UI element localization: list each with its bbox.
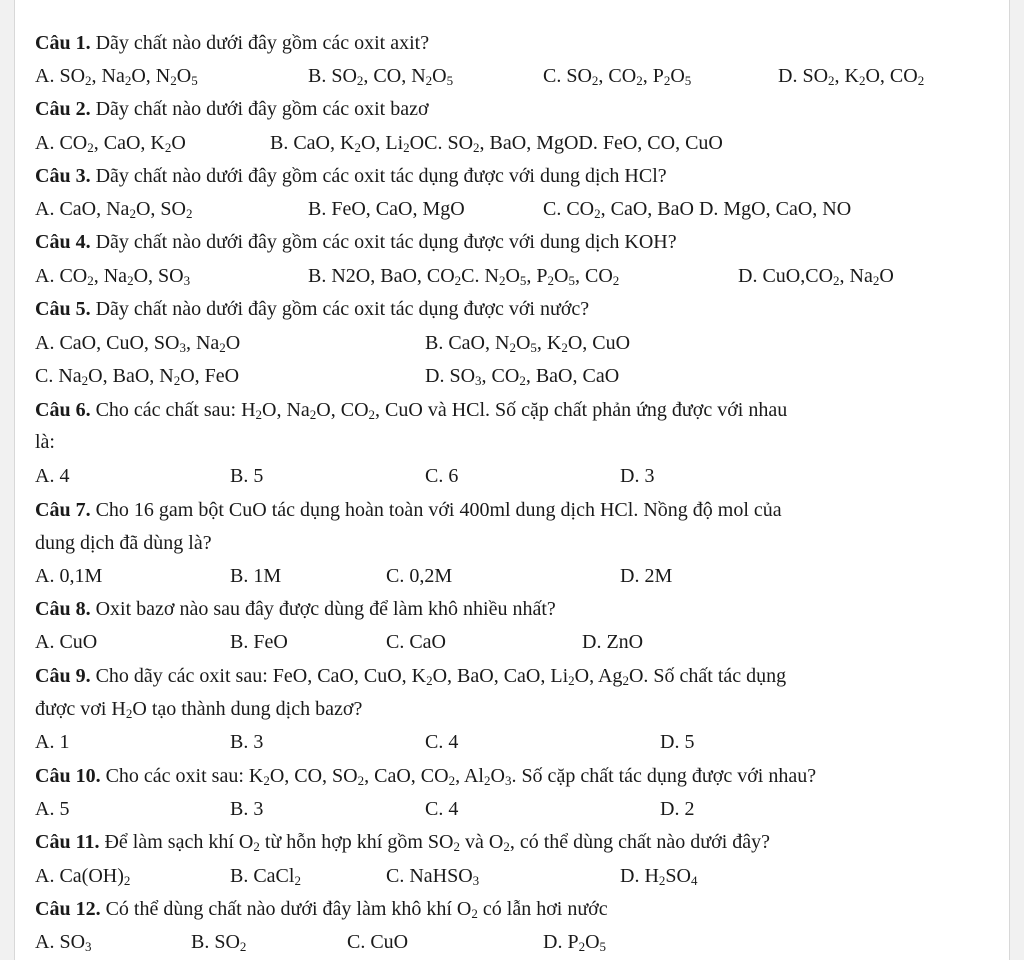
option-6b: B. 5 xyxy=(230,465,264,487)
question-7-continued: dung dịch đã dùng là? xyxy=(35,532,212,554)
option-1a: A. $SO_2$, $Na_2O$, $N_2O_5$ xyxy=(35,65,198,88)
question-text: Dãy chất nào dưới đây gồm các oxit bazơ xyxy=(95,98,429,120)
option-12d: D. $P_2O_5$ xyxy=(543,931,607,954)
question-label: Câu 5. xyxy=(35,298,91,320)
option-11a: A. $Ca(OH)_2$ xyxy=(35,865,131,888)
option-6c: C. 6 xyxy=(425,465,459,487)
option-9b: B. 3 xyxy=(230,731,264,753)
option-7a: A. 0,1M xyxy=(35,565,103,587)
question-label: Câu 1. xyxy=(35,32,91,54)
option-4b: B. N2O, BaO, $CO_2C$. $N_2O_5$, $P_2O_5$, $CO_2$ xyxy=(308,265,620,288)
question-text: Dãy chất nào dưới đây gồm các oxit tác dụng được với nước? xyxy=(95,298,590,320)
option-12c: C. CuO xyxy=(347,931,409,953)
question-11 xyxy=(35,830,770,854)
question-text: Dãy chất nào dưới đây gồm các oxit tác dụng được với dung dịch HCl? xyxy=(95,165,667,187)
page-edge-left xyxy=(0,0,15,960)
question-label: Câu 2. xyxy=(35,98,91,120)
option-1d: D. $SO_2$, $K_2O$, $CO_2$ xyxy=(778,65,925,88)
option-6d: D. 3 xyxy=(620,465,655,487)
option-9d: D. 5 xyxy=(660,731,695,753)
question-6-continued: là: xyxy=(35,431,55,453)
question-7 xyxy=(35,498,782,522)
option-1b: B. $SO_2$, CO, $N_2O_5$ xyxy=(308,65,454,88)
question-9-continued: được vơi $H_2O$ tạo thành dung dịch bazơ? xyxy=(35,698,363,721)
question-4 xyxy=(35,230,677,254)
option-11b: B. CaCl$_2$ xyxy=(230,865,301,888)
question-label: Câu 12. xyxy=(35,898,101,920)
question-text: Cho 16 gam bột CuO tác dụng hoàn toàn với 400ml dung dịch HCl. Nồng độ mol của xyxy=(95,499,782,521)
option-3c: C. $CO_2$, CaO, BaO D. MgO, CaO, NO xyxy=(543,198,852,221)
question-label: Câu 9. xyxy=(35,665,91,687)
option-7d: D. 2M xyxy=(620,565,673,587)
option-9c: C. 4 xyxy=(425,731,459,753)
question-10 xyxy=(35,764,816,788)
question-6 xyxy=(35,398,787,422)
question-text: Oxit bazơ nào sau đây được dùng để làm khô nhiều nhất? xyxy=(95,598,556,620)
question-text: Để làm sạch khí $O_2$ từ hỗn hợp khí gồm $SO_2$ và $O_2$, có thể dùng chất nào dưới đây? xyxy=(104,831,771,854)
option-5c: C. $Na_2O$, BaO, $N_2O$, FeO xyxy=(35,365,240,388)
option-3a: A. CaO, $Na_2O$, $SO_2$ xyxy=(35,198,193,221)
option-8d: D. ZnO xyxy=(582,631,644,653)
question-5 xyxy=(35,297,589,321)
option-8a: A. CuO xyxy=(35,631,98,653)
question-text: Có thể dùng chất nào dưới đây làm khô khí $O_2$ có lẫn hơi nước xyxy=(105,898,608,921)
question-1 xyxy=(35,31,429,55)
question-label: Câu 10. xyxy=(35,765,101,787)
question-label: Câu 6. xyxy=(35,399,91,421)
question-text: Cho các chất sau: $H_2O$, $Na_2O$, $CO_2$, CuO và HCl. Số cặp chất phản ứng được với nhau xyxy=(95,399,788,422)
page-edge-right xyxy=(1009,0,1024,960)
question-label: Câu 3. xyxy=(35,165,91,187)
option-11d: D. $H_2SO_4$ xyxy=(620,865,698,888)
option-1c: C. $SO_2$, $CO_2$, $P_2O_5$ xyxy=(543,65,692,88)
question-12 xyxy=(35,897,608,921)
option-8b: B. FeO xyxy=(230,631,288,653)
option-10c: C. 4 xyxy=(425,798,459,820)
option-10b: B. 3 xyxy=(230,798,264,820)
question-2 xyxy=(35,97,429,121)
option-5a: A. CaO, CuO, $SO_3$, $Na_2O$ xyxy=(35,332,241,355)
option-2a: A. $CO_2$, CaO, $K_2O$ xyxy=(35,132,186,155)
option-5d: D. $SO_3$, $CO_2$, BaO, CaO xyxy=(425,365,620,388)
option-10a: A. 5 xyxy=(35,798,70,820)
option-3b: B. FeO, CaO, MgO xyxy=(308,198,465,220)
question-label: Câu 4. xyxy=(35,231,91,253)
option-12a: A. $SO_3$ xyxy=(35,931,92,954)
option-11c: C. NaHSO$_3$ xyxy=(386,865,480,888)
option-10d: D. 2 xyxy=(660,798,695,820)
option-2b: B. CaO, $K_2O$, $Li_2OC$. $SO_2$, BaO, MgOD. FeO, CO, CuO xyxy=(270,132,723,155)
question-8 xyxy=(35,597,556,621)
option-4a: A. $CO_2$, $Na_2O$, $SO_3$ xyxy=(35,265,191,288)
question-9 xyxy=(35,664,786,688)
option-6a: A. 4 xyxy=(35,465,70,487)
option-5b: B. CaO, $N_2O_5$, $K_2O$, CuO xyxy=(425,332,631,355)
question-label: Câu 8. xyxy=(35,598,91,620)
option-7b: B. 1M xyxy=(230,565,282,587)
question-text: Cho các oxit sau: $K_2O$, CO, $SO_2$, CaO, $CO_2$, $Al_2O_3$. Số cặp chất tác dụng được với nhau? xyxy=(105,765,817,788)
question-text: Cho dãy các oxit sau: FeO, CaO, CuO, $K_2O$, BaO, CaO, $Li_2O$, $Ag_2O$. Số chất tác dụng xyxy=(95,665,787,688)
option-8c: C. CaO xyxy=(386,631,446,653)
option-7c: C. 0,2M xyxy=(386,565,453,587)
option-4d: D. $CuO,CO_2$, $Na_2O$ xyxy=(738,265,894,288)
option-12b: B. $SO_2$ xyxy=(191,931,247,954)
question-label: Câu 7. xyxy=(35,499,91,521)
option-9a: A. 1 xyxy=(35,731,70,753)
question-label: Câu 11. xyxy=(35,831,100,853)
question-text: Dãy chất nào dưới đây gồm các oxit axit? xyxy=(95,32,430,54)
question-3 xyxy=(35,164,667,188)
question-text: Dãy chất nào dưới đây gồm các oxit tác dụng được với dung dịch KOH? xyxy=(95,231,677,253)
